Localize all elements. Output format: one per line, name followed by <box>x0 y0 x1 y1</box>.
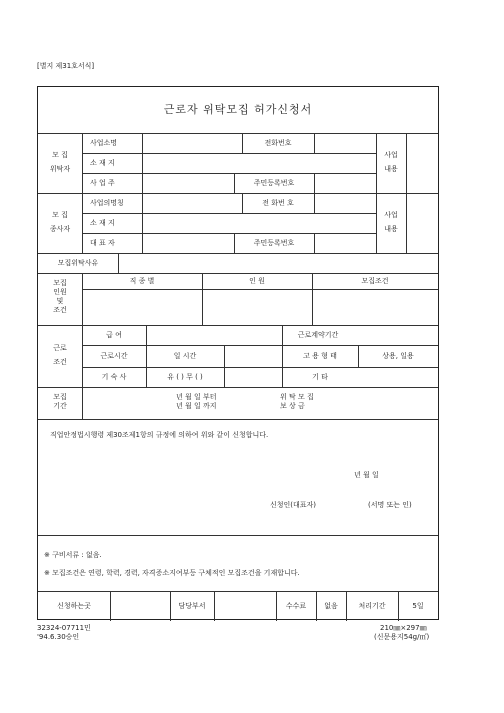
worker-phone-label: 전 화번 호 <box>262 199 294 207</box>
processing-period-label: 처리기간 <box>358 602 386 610</box>
page-title: 근로자 위탁모집 허가신청서 <box>163 103 313 116</box>
recruit-label-3: 및 <box>56 297 64 305</box>
dept-label: 담당부서 <box>178 602 206 610</box>
col-conditions: 모집조건 <box>361 277 389 285</box>
dorm-label: 기 숙 사 <box>101 373 127 381</box>
truster-label-2: 위탁자 <box>49 165 71 173</box>
worker-biz-label: 사업 <box>384 211 398 219</box>
period-to: 년 월 일 까지 <box>176 402 217 410</box>
truster-biz-label-2: 내용 <box>384 165 398 173</box>
note-documents: ※ 구비서류 : 없음. <box>44 551 102 559</box>
form-tag: [별지 제31호서식] <box>37 62 95 70</box>
paper-size: 210㎜×297㎜ <box>380 624 427 632</box>
period-label-2: 기간 <box>53 402 67 410</box>
period-from: 년 월 일 부터 <box>176 393 217 401</box>
worker-regno-label: 주민등록번호 <box>253 239 295 247</box>
date-line: 년 월 일 <box>354 471 379 479</box>
hours-label: 근로시간 <box>100 352 128 360</box>
period-label: 모집 <box>53 393 67 401</box>
application-form <box>37 86 439 620</box>
truster-name-label: 사업소명 <box>90 139 118 147</box>
col-head-count: 인 원 <box>249 277 265 285</box>
worker-label: 모 집 <box>52 211 68 219</box>
truster-owner-label: 사 업 주 <box>90 179 115 187</box>
truster-address-label: 소 재 지 <box>90 159 115 167</box>
recruit-label: 모집 <box>53 279 67 287</box>
work-label-2: 조건 <box>53 358 67 366</box>
worker-name-label: 사업의명칭 <box>90 199 124 207</box>
fee-value: 없음 <box>324 602 338 610</box>
statement: 직업안정법시행령 제30조제1항의 규정에 의하여 위와 같이 신청합니다. <box>50 431 269 439</box>
processing-period-value: 5일 <box>412 602 424 610</box>
reason-label: 모집위탁사유 <box>57 259 99 267</box>
fee-label: 위 탁 모 집 <box>280 393 314 401</box>
signature-note: (서명 또는 인) <box>368 501 412 509</box>
worker-address-label: 소 재 지 <box>90 219 115 227</box>
truster-phone-label: 전화번호 <box>264 139 292 147</box>
employ-value: 상용, 일용 <box>382 352 414 360</box>
employ-label: 고 용 형 태 <box>303 352 337 360</box>
hours-value: 일 시간 <box>173 352 197 360</box>
worker-rep-label: 대 표 자 <box>90 239 115 247</box>
office-label: 신청하는곳 <box>57 602 91 610</box>
fee-label-2: 보 상 금 <box>280 402 305 410</box>
fee-field-label: 수수료 <box>285 602 307 610</box>
etc-label: 기 타 <box>312 373 328 381</box>
contract-label: 근로계약기간 <box>297 331 339 339</box>
recruit-label-2: 인원 <box>53 288 67 296</box>
wage-label: 급 여 <box>106 331 122 339</box>
worker-biz-label-2: 내용 <box>384 225 398 233</box>
recruit-label-4: 조건 <box>53 306 67 314</box>
form-code: 32324-07711민 <box>37 624 91 632</box>
truster-label: 모 집 <box>52 151 68 159</box>
col-job-type: 직 종 별 <box>129 277 155 285</box>
work-label: 근로 <box>53 344 67 352</box>
applicant-label: 신청인(대표자) <box>270 501 317 509</box>
paper-type: (신문용지54g/㎡) <box>374 633 430 641</box>
note-conditions: ※ 모집조건은 연령, 학력, 경력, 자격증소지여부등 구체적인 모집조건을 기재합니다. <box>44 569 300 577</box>
dorm-value: 유 ( ) 무 ( ) <box>167 373 203 381</box>
worker-label-2: 종사자 <box>49 225 71 233</box>
truster-regno-label: 주민등록번호 <box>253 179 295 187</box>
truster-biz-label: 사업 <box>384 151 398 159</box>
approval-date: '94.6.30승인 <box>37 633 80 641</box>
